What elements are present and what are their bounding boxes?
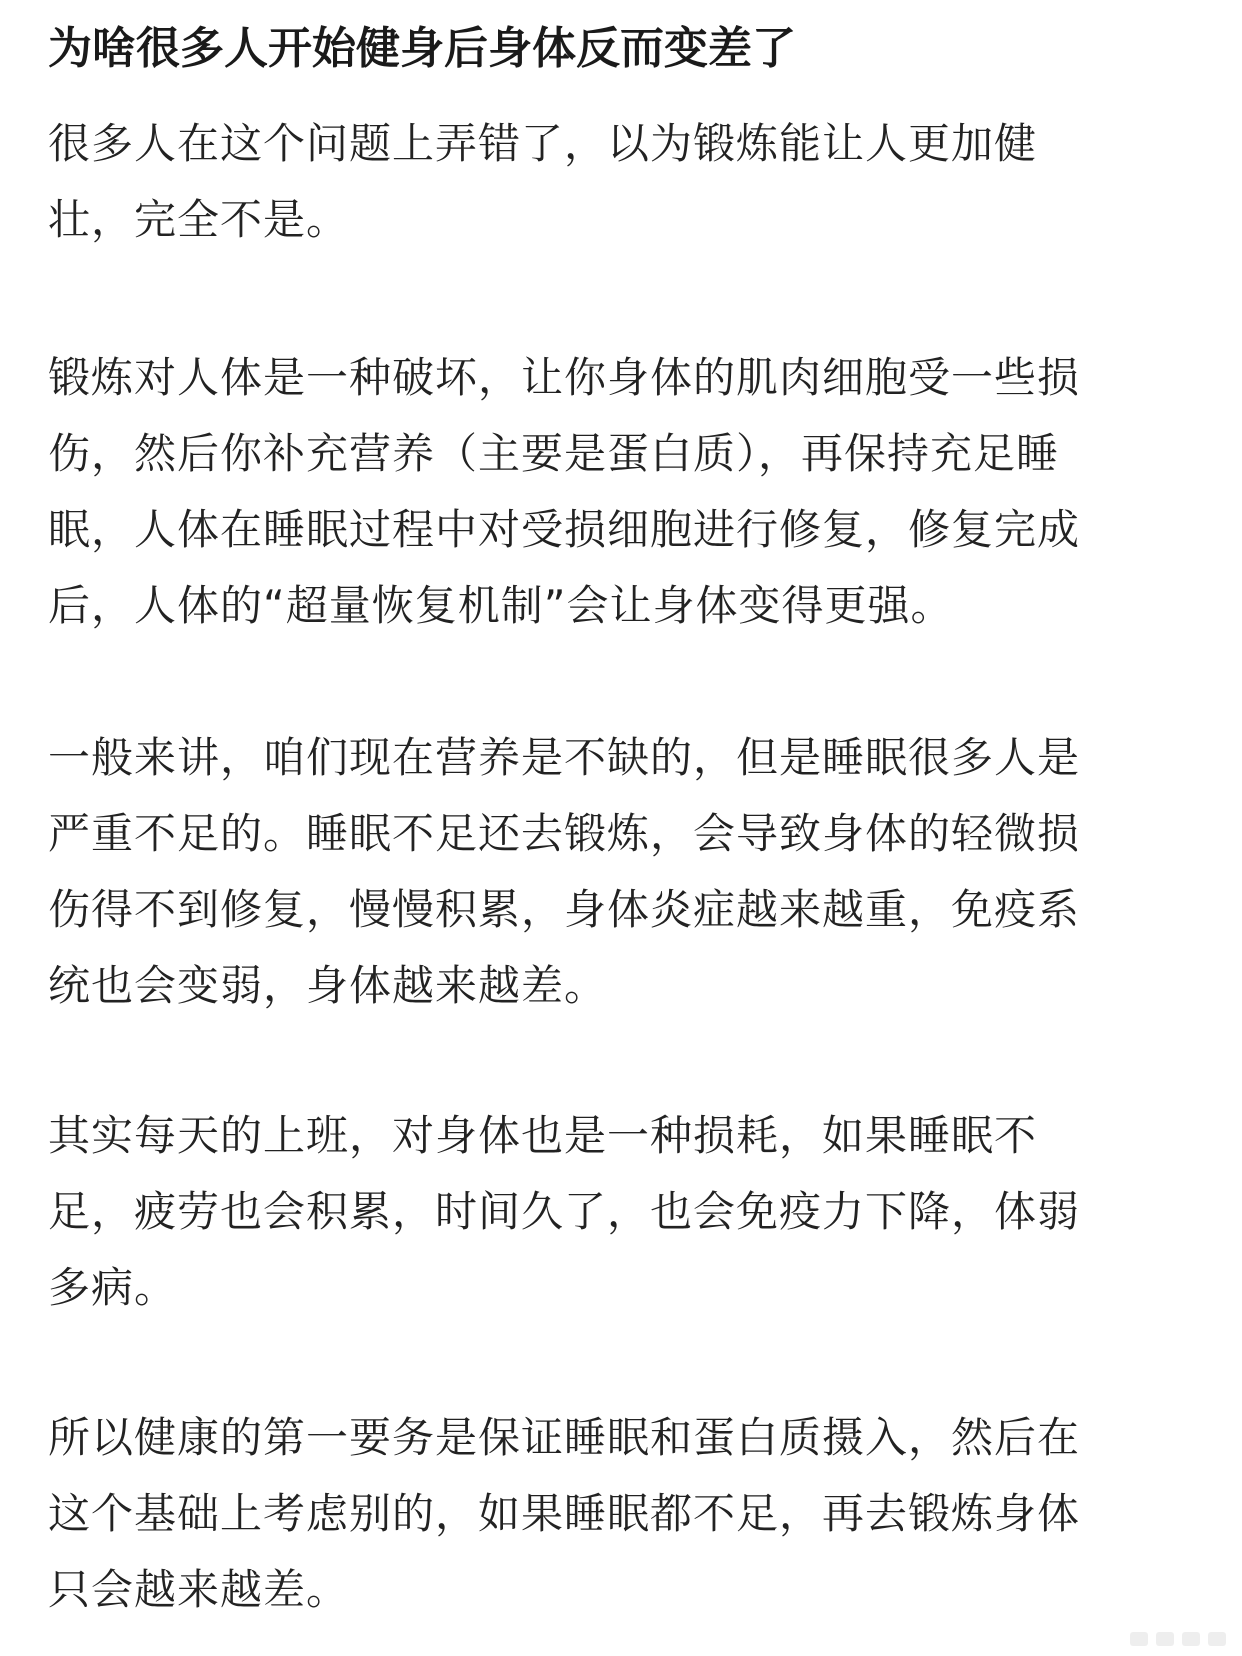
paragraph-line: 严重不足的。睡眠不足还去锻炼，会导致身体的轻微损 xyxy=(48,809,1081,858)
paragraph xyxy=(48,340,1080,644)
paragraph-line: 其实每天的上班，对身体也是一种损耗，如果睡眠不 xyxy=(48,1111,1038,1160)
paragraph-line: 多病。 xyxy=(48,1263,178,1312)
paragraph-line: 只会越来越差。 xyxy=(48,1565,350,1614)
paragraph-line: 统也会变弱，身体越来越差。 xyxy=(48,961,608,1010)
watermark-mark xyxy=(1182,1632,1200,1646)
paragraph-line: 壮，完全不是。 xyxy=(48,195,350,244)
paragraph-line: 锻炼对人体是一种破坏，让你身体的肌肉细胞受一些损 xyxy=(48,353,1081,402)
paragraph-line: 所以健康的第一要务是保证睡眠和蛋白质摄入，然后在 xyxy=(48,1413,1081,1462)
paragraph-line: 很多人在这个问题上弄错了，以为锻炼能让人更加健 xyxy=(48,119,1038,168)
paragraph-line: 伤，然后你补充营养（主要是蛋白质），再保持充足睡 xyxy=(48,429,1060,478)
watermark-mark xyxy=(1130,1632,1148,1646)
paragraph xyxy=(48,106,1037,258)
watermark-logo xyxy=(1130,1626,1226,1652)
watermark-mark xyxy=(1156,1632,1174,1646)
paragraph-line: 伤得不到修复，慢慢积累，身体炎症越来越重，免疫系 xyxy=(48,885,1081,934)
paragraph xyxy=(48,1400,1080,1628)
paragraph-line: 这个基础上考虑别的，如果睡眠都不足，再去锻炼身体 xyxy=(48,1489,1081,1538)
article-title: 为啥很多人开始健身后身体反而变差了 xyxy=(48,23,796,74)
paragraph-line: 一般来讲，咱们现在营养是不缺的，但是睡眠很多人是 xyxy=(48,733,1081,782)
paragraph-line: 足，疲劳也会积累，时间久了，也会免疫力下降，体弱 xyxy=(48,1187,1081,1236)
paragraph-line: 眠，人体在睡眠过程中对受损细胞进行修复，修复完成 xyxy=(48,505,1081,554)
paragraph-line: 后，人体的“超量恢复机制”会让身体变得更强。 xyxy=(48,581,954,630)
paragraph xyxy=(48,720,1080,1024)
watermark-mark xyxy=(1208,1632,1226,1646)
paragraph xyxy=(48,1098,1080,1326)
